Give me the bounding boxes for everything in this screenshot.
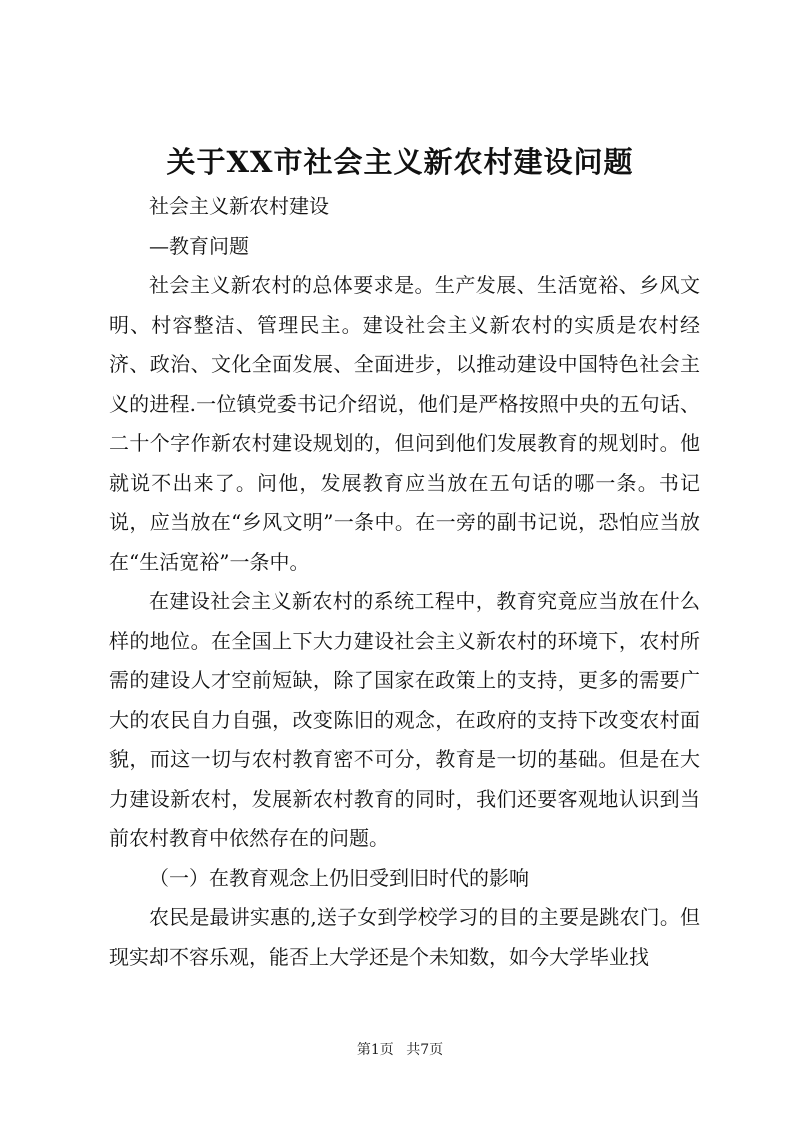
section-heading: （一）在教育观念上仍旧受到旧时代的影响 bbox=[149, 865, 529, 890]
paragraph-1: 社会主义新农村的总体要求是。生产发展、生活宽裕、乡风文明、村容整洁、管理民主。建设社会主义新农村的实质是农村经济、政治、文化全面发展、全面进步，以推动建设中国特色社会主义的进程.一位镇党委书记介绍说，他们是严格按照中央的五句话、二十个字作新农村建设规划的，但问到他们发展教育的规划时。他就说不出来了。问他，发展教育应当放在五句话的哪一条。书记说，应当放在“乡风文明”一条中。在一旁的副书记说，恐怕应当放在“生活宽裕”一条中。 bbox=[109, 273, 700, 574]
page-total: 共7页 bbox=[406, 1042, 444, 1058]
document-title: 关于XX市社会主义新农村建设问题 bbox=[166, 145, 634, 179]
page-number: 第1页 bbox=[356, 1042, 394, 1058]
paragraph-3: 农民是最讲实惠的,送子女到学校学习的目的主要是跳农门。但现实却不容乐观，能否上大学还是个未知数，如今大学毕业找 bbox=[109, 905, 700, 969]
page-footer bbox=[0, 1040, 800, 1060]
document-body bbox=[109, 187, 700, 977]
paragraph-2: 在建设社会主义新农村的系统工程中，教育究竟应当放在什么样的地位。在全国上下大力建设社会主义新农村的环境下，农村所需的建设人才空前短缺，除了国家在政策上的支持，更多的需要广大的农民自力自强，改变陈旧的观念，在政府的支持下改变农村面貌，而这一切与农村教育密不可分，教育是一切的基础。但是在大力建设新农村，发展新农村教育的同时，我们还要客观地认识到当前农村教育中依然存在的问题。 bbox=[109, 589, 700, 850]
subtitle-line-1: 社会主义新农村建设 bbox=[149, 194, 329, 218]
subtitle-line-2: —教育问题 bbox=[149, 233, 249, 258]
